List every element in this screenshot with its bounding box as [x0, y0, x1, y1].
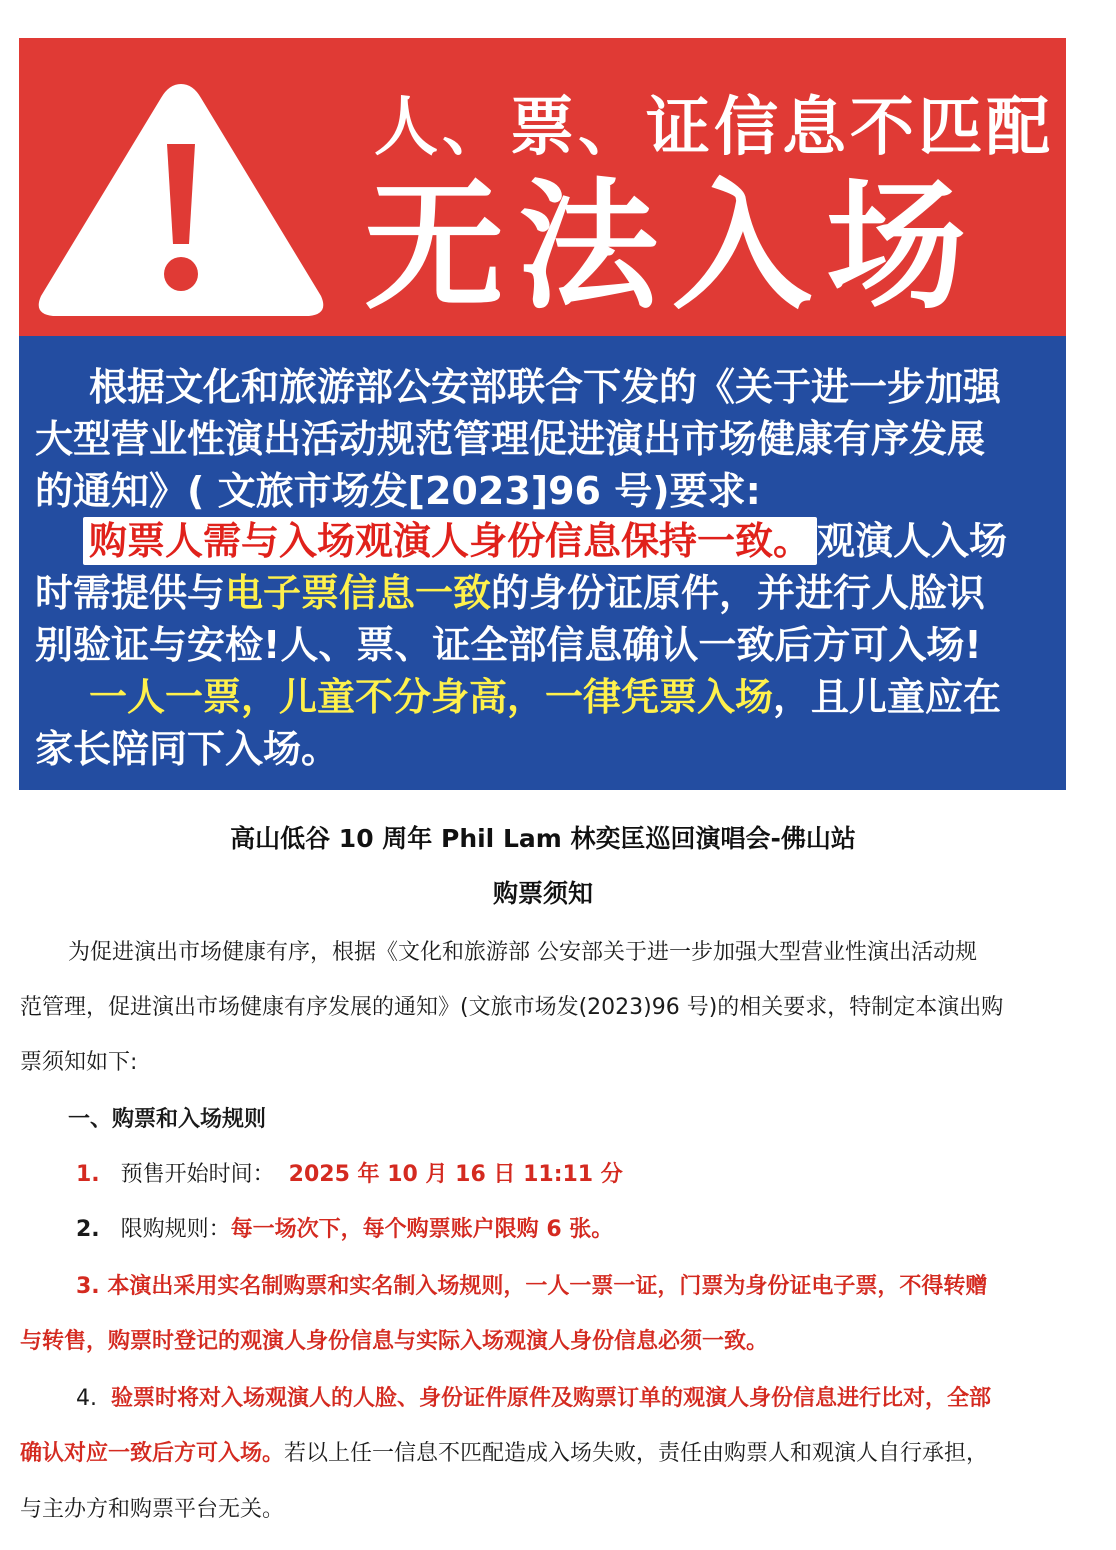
rule-item-3: 3. 本演出采用实名制购票和实名制入场规则，一人一票一证，门票为身份证电子票，不得转赠: [76, 1274, 988, 1299]
warning-banner: [19, 38, 1066, 790]
section-heading: 一、购票和入场规则: [68, 1107, 267, 1132]
banner-notice-area: [19, 336, 1066, 790]
banner-highlight-yellow: 电子票信息一致: [225, 571, 492, 615]
intro-paragraph-line: 票须知如下:: [20, 1050, 138, 1075]
rule-item-4: 4. 验票时将对入场观演人的人脸、身份证件原件及购票订单的观演人身份信息进行比对，全部: [76, 1386, 992, 1411]
banner-text-line: 家长陪同下入场。: [35, 727, 340, 771]
banner-headline-area: [19, 38, 1066, 336]
banner-headline-1: 人、票、证信息不匹配: [374, 91, 1054, 165]
banner-text-line: 购票人需与入场观演人身份信息保持一致。 观演人入场: [83, 522, 1007, 560]
banner-text-line: 一人一票，儿童不分身高，一律凭票入场，且儿童应在: [89, 675, 1002, 719]
rule-item-4-cont: 与主办方和购票平台无关。: [20, 1497, 285, 1522]
banner-text-line: 的通知》( 文旅市场发[2023]96 号)要求:: [35, 469, 761, 513]
banner-text-line: 根据文化和旅游部公安部联合下发的《关于进一步加强: [89, 365, 1002, 409]
warning-triangle-icon: [31, 76, 331, 321]
intro-paragraph-line: 范管理，促进演出市场健康有序发展的通知》(文旅市场发(2023)96 号)的相关要求，特制定本演出购: [20, 995, 1004, 1020]
banner-highlight-yellow: 一人一票，儿童不分身高，一律凭票入场: [89, 675, 774, 719]
banner-text-line: 大型营业性演出活动规范管理促进演出市场健康有序发展: [35, 417, 986, 461]
notice-subtitle: 购票须知: [492, 879, 593, 908]
banner-highlight-red: 购票人需与入场观演人身份信息保持一致。: [83, 517, 817, 565]
rule-item-1: 1. 预售开始时间： 2025 年 10 月 16 日 11:11 分: [76, 1162, 623, 1187]
notice-title: 高山低谷 10 周年 Phil Lam 林奕匡巡回演唱会-佛山站: [230, 824, 856, 853]
banner-headline-2: 无法入场: [364, 166, 981, 329]
banner-text-line: 别验证与安检!人、票、证全部信息确认一致后方可入场!: [35, 623, 982, 667]
banner-text-line: 时需提供与电子票信息一致的身份证原件，并进行人脸识: [35, 571, 986, 615]
rule-item-3-cont: 与转售，购票时登记的观演人身份信息与实际入场观演人身份信息必须一致。: [20, 1329, 769, 1354]
intro-paragraph-line: 为促进演出市场健康有序，根据《文化和旅游部 公安部关于进一步加强大型营业性演出活动规: [68, 940, 977, 965]
rule-item-2: 2. 限购规则：每一场次下，每个购票账户限购 6 张。: [76, 1217, 614, 1242]
rule-item-4-cont: 确认对应一致后方可入场。若以上任一信息不匹配造成入场失败，责任由购票人和观演人自行承担，: [20, 1441, 989, 1466]
